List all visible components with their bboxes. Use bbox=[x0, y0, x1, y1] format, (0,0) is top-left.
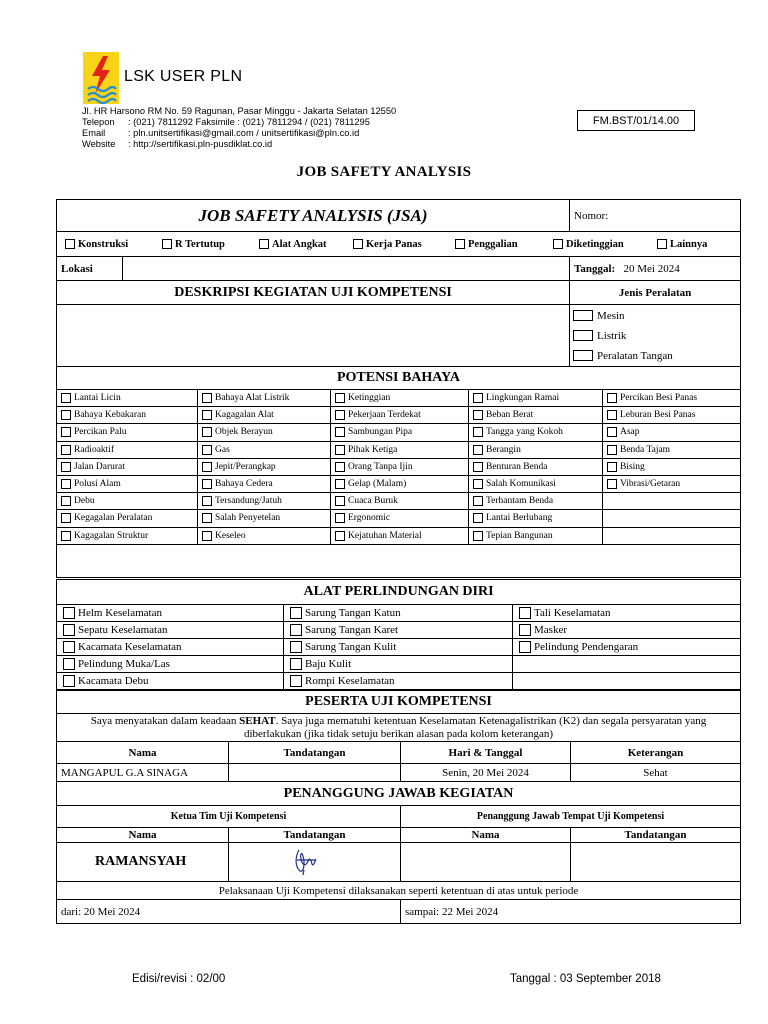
penanggung-heading: PENANGGUNG JAWAB KEGIATAN bbox=[57, 782, 741, 806]
peserta-table bbox=[56, 690, 741, 924]
checkbox[interactable] bbox=[61, 462, 71, 472]
hazard-item[interactable] bbox=[469, 458, 603, 475]
hazard-item[interactable] bbox=[603, 458, 741, 475]
hazard-item[interactable] bbox=[603, 407, 741, 424]
checkbox[interactable] bbox=[290, 607, 302, 619]
empty-cell bbox=[513, 656, 741, 673]
table-row bbox=[57, 510, 741, 527]
hazard-item[interactable] bbox=[57, 458, 198, 475]
pln-logo bbox=[83, 52, 119, 104]
apd-item[interactable] bbox=[57, 656, 284, 673]
ketua-tim-heading: Ketua Tim Uji Kompetensi bbox=[57, 806, 401, 828]
apd-label: Sarung Tangan Karet bbox=[305, 623, 399, 636]
hazard-label: Keseleo bbox=[215, 530, 246, 541]
hazard-notes-field[interactable] bbox=[57, 544, 741, 577]
tanggal-field[interactable]: Tanggal: 20 Mei 2024 bbox=[570, 257, 741, 281]
address-block bbox=[82, 106, 396, 150]
hazard-item[interactable] bbox=[57, 493, 198, 510]
hazard-label: Salah Komunikasi bbox=[486, 479, 556, 490]
checkbox[interactable] bbox=[61, 479, 71, 489]
hazard-label: Gas bbox=[215, 444, 230, 455]
document-title: JOB SAFETY ANALYSIS bbox=[296, 164, 472, 180]
col-nama: Nama bbox=[57, 742, 229, 764]
checkbox[interactable] bbox=[63, 624, 75, 636]
peserta-tanggal: Senin, 20 Mei 2024 bbox=[401, 764, 571, 782]
checkbox[interactable] bbox=[607, 445, 617, 455]
checkbox[interactable] bbox=[202, 445, 212, 455]
hazard-label: Tersandung/Jatuh bbox=[215, 496, 282, 507]
periode-sampai: sampai: 22 Mei 2024 bbox=[401, 900, 741, 924]
hazard-label: Percikan Palu bbox=[74, 427, 127, 438]
hazard-item[interactable] bbox=[198, 424, 331, 441]
table-row bbox=[57, 639, 741, 656]
peserta-tandatangan[interactable] bbox=[229, 764, 401, 782]
potensi-bahaya-table bbox=[56, 366, 741, 578]
checkbox[interactable] bbox=[202, 513, 212, 523]
table-row bbox=[57, 673, 741, 690]
peralatan-listrik[interactable]: Listrik bbox=[573, 326, 737, 346]
hazard-item[interactable] bbox=[331, 493, 469, 510]
hazard-item[interactable] bbox=[469, 527, 603, 544]
apd-label: Sarung Tangan Katun bbox=[305, 606, 401, 619]
footer-tanggal: Tanggal : 03 September 2018 bbox=[510, 973, 661, 985]
apd-item[interactable] bbox=[284, 639, 513, 656]
hazard-label: Jalan Darurat bbox=[74, 461, 125, 472]
jsa-title: JOB SAFETY ANALYSIS (JSA) bbox=[57, 200, 570, 232]
hazard-item[interactable] bbox=[331, 458, 469, 475]
empty-cell bbox=[513, 673, 741, 690]
hazard-item[interactable] bbox=[469, 475, 603, 492]
checkbox[interactable] bbox=[335, 531, 345, 541]
checkbox[interactable] bbox=[61, 513, 71, 523]
checkbox[interactable] bbox=[202, 531, 212, 541]
hazard-label: Bahaya Kebakaran bbox=[74, 410, 147, 421]
apd-heading: ALAT PERLINDUNGAN DIRI bbox=[57, 580, 741, 605]
ketua-col-nama: Nama bbox=[57, 828, 229, 843]
hazard-label: Leburan Besi Panas bbox=[620, 410, 696, 421]
peralatan-mesin[interactable]: Mesin bbox=[573, 306, 737, 326]
checkbox[interactable] bbox=[290, 658, 302, 670]
periode-dari: dari: 20 Mei 2024 bbox=[57, 900, 401, 924]
hazard-item[interactable] bbox=[331, 390, 469, 407]
checkbox[interactable] bbox=[607, 393, 617, 403]
hazard-item[interactable] bbox=[57, 527, 198, 544]
checkbox[interactable] bbox=[61, 445, 71, 455]
worktype-konstruksi[interactable]: Konstruksi bbox=[65, 239, 162, 250]
checkbox[interactable] bbox=[335, 462, 345, 472]
checkbox[interactable] bbox=[473, 427, 483, 437]
checkbox[interactable] bbox=[61, 496, 71, 506]
checkbox[interactable] bbox=[473, 531, 483, 541]
apd-label: Pelindung Muka/Las bbox=[78, 657, 170, 670]
hazard-item[interactable] bbox=[331, 510, 469, 527]
checkbox[interactable] bbox=[61, 427, 71, 437]
nomor-label: Nomor: bbox=[574, 209, 609, 222]
checkbox[interactable] bbox=[573, 350, 593, 361]
checkbox[interactable] bbox=[607, 427, 617, 437]
hazard-item[interactable] bbox=[198, 510, 331, 527]
nomor-field[interactable] bbox=[570, 200, 741, 232]
checkbox[interactable] bbox=[61, 410, 71, 420]
hazard-item[interactable] bbox=[198, 441, 331, 458]
hazard-label: Polusi Alam bbox=[74, 479, 121, 490]
checkbox[interactable] bbox=[335, 479, 345, 489]
hazard-item[interactable] bbox=[331, 424, 469, 441]
deskripsi-heading: DESKRIPSI KEGIATAN UJI KOMPETENSI bbox=[57, 281, 570, 305]
hazard-label: Lantai Licin bbox=[74, 393, 121, 404]
hazard-label: Kegagalan Peralatan bbox=[74, 513, 153, 524]
contact-website: Website : http://sertifikasi.pln-pusdiklat.co.id bbox=[82, 139, 273, 149]
checkbox[interactable] bbox=[335, 445, 345, 455]
footer-edisi: Edisi/revisi : 02/00 bbox=[132, 973, 226, 985]
hazard-item[interactable] bbox=[469, 510, 603, 527]
hazard-item[interactable] bbox=[469, 407, 603, 424]
hazard-item[interactable] bbox=[57, 407, 198, 424]
tempat-nama[interactable] bbox=[401, 843, 571, 882]
hazard-item[interactable] bbox=[198, 475, 331, 492]
hazard-label: Jepit/Perangkap bbox=[215, 461, 276, 472]
col-tandatangan: Tandatangan bbox=[229, 742, 401, 764]
hazard-item[interactable] bbox=[198, 458, 331, 475]
checkbox[interactable] bbox=[353, 239, 363, 249]
checkbox[interactable] bbox=[553, 239, 563, 249]
apd-item[interactable] bbox=[284, 656, 513, 673]
apd-label: Sepatu Keselamatan bbox=[78, 623, 168, 636]
hazard-item[interactable] bbox=[198, 493, 331, 510]
hazard-item[interactable] bbox=[331, 441, 469, 458]
checkbox[interactable] bbox=[335, 513, 345, 523]
checkbox[interactable] bbox=[657, 239, 667, 249]
contact-email: Email : pln.unitsertifikasi@gmail.com / unitsertifikasi@pln.co.id bbox=[82, 128, 360, 138]
hazard-label: Radioaktif bbox=[74, 444, 115, 455]
checkbox[interactable] bbox=[202, 479, 212, 489]
table-row bbox=[57, 605, 741, 622]
peserta-nama: MANGAPUL G.A SINAGA bbox=[57, 764, 229, 782]
hazard-label: Pihak Ketiga bbox=[348, 444, 398, 455]
hazard-item[interactable] bbox=[469, 493, 603, 510]
hazard-item[interactable] bbox=[57, 424, 198, 441]
apd-label: Masker bbox=[534, 623, 567, 636]
checkbox[interactable] bbox=[290, 624, 302, 636]
checkbox[interactable] bbox=[473, 393, 483, 403]
hazard-item[interactable] bbox=[603, 441, 741, 458]
hazard-item[interactable] bbox=[331, 527, 469, 544]
table-row bbox=[57, 764, 741, 782]
contact-telepon: Telepon : (021) 7811292 Faksimile : (021) 7811294 / (021) 7811295 bbox=[82, 117, 370, 127]
hazard-item[interactable] bbox=[469, 390, 603, 407]
lokasi-label: Lokasi bbox=[57, 257, 123, 281]
checkbox[interactable] bbox=[335, 427, 345, 437]
address-line: Jl. HR Harsono RM No. 59 Ragunan, Pasar Minggu - Jakarta Selatan 12550 bbox=[82, 106, 397, 116]
hazard-label: Bising bbox=[620, 461, 645, 472]
checkbox[interactable] bbox=[335, 410, 345, 420]
checkbox[interactable] bbox=[473, 445, 483, 455]
apd-item[interactable] bbox=[513, 605, 741, 622]
worktype-alat-angkat[interactable]: Alat Angkat bbox=[259, 239, 353, 250]
checkbox[interactable] bbox=[607, 410, 617, 420]
col-keterangan: Keterangan bbox=[571, 742, 741, 764]
table-row bbox=[57, 475, 741, 492]
tempat-tandatangan[interactable] bbox=[571, 843, 741, 882]
checkbox[interactable] bbox=[573, 330, 593, 341]
apd-table bbox=[56, 579, 741, 690]
apd-label: Kacamata Debu bbox=[78, 674, 149, 687]
hazard-label: Kagagalan Struktur bbox=[74, 530, 149, 541]
hazard-label: Terhantam Benda bbox=[486, 496, 554, 507]
hazard-label: Tepian Bangunan bbox=[486, 530, 553, 541]
hazard-item[interactable] bbox=[198, 390, 331, 407]
hazard-label: Kagagalan Alat bbox=[215, 410, 274, 421]
checkbox[interactable] bbox=[335, 393, 345, 403]
table-row bbox=[57, 441, 741, 458]
apd-item[interactable] bbox=[513, 639, 741, 656]
apd-item[interactable] bbox=[513, 622, 741, 639]
worktype-r-tertutup[interactable]: R Tertutup bbox=[162, 239, 259, 250]
worktype-diketinggian[interactable]: Diketinggian bbox=[553, 239, 657, 250]
checkbox[interactable] bbox=[202, 496, 212, 506]
jenis-peralatan-heading: Jenis Peralatan bbox=[570, 281, 741, 305]
table-row bbox=[57, 458, 741, 475]
apd-item[interactable] bbox=[57, 639, 284, 656]
checkbox[interactable] bbox=[473, 513, 483, 523]
hazard-label: Pekerjaan Terdekat bbox=[348, 410, 421, 421]
hazard-item[interactable] bbox=[603, 424, 741, 441]
apd-label: Sarung Tangan Kulit bbox=[305, 640, 397, 653]
checkbox[interactable] bbox=[473, 479, 483, 489]
table-row bbox=[57, 527, 741, 544]
checkbox[interactable] bbox=[61, 531, 71, 541]
hazard-label: Gelap (Malam) bbox=[348, 479, 407, 490]
hazard-label: Vibrasi/Getaran bbox=[620, 479, 681, 490]
checkbox[interactable] bbox=[573, 310, 593, 321]
ketua-tandatangan[interactable] bbox=[229, 843, 401, 882]
checkbox[interactable] bbox=[290, 641, 302, 653]
col-hari-tanggal: Hari & Tanggal bbox=[401, 742, 571, 764]
hazard-label: Salah Penyetelan bbox=[215, 513, 281, 524]
tempat-col-nama: Nama bbox=[401, 828, 571, 843]
checkbox[interactable] bbox=[63, 658, 75, 670]
table-row bbox=[57, 656, 741, 673]
hazard-label: Ergonomic bbox=[348, 513, 391, 524]
pelaksanaan-text: Pelaksanaan Uji Kompetensi dilaksanakan seperti ketentuan di atas untuk periode bbox=[57, 882, 741, 900]
hazard-label: Sambungan Pipa bbox=[348, 427, 413, 438]
hazard-label: Cuaca Buruk bbox=[348, 496, 398, 507]
hazard-label: Kejatuhan Material bbox=[348, 530, 422, 541]
worktype-penggalian[interactable]: Penggalian bbox=[455, 239, 553, 250]
apd-item[interactable] bbox=[284, 622, 513, 639]
checkbox[interactable] bbox=[162, 239, 172, 249]
hazard-label: Orang Tanpa Ijin bbox=[348, 461, 413, 472]
tempat-col-tandatangan: Tandatangan bbox=[571, 828, 741, 843]
hazard-item[interactable] bbox=[469, 441, 603, 458]
hazard-item[interactable] bbox=[469, 424, 603, 441]
apd-item[interactable] bbox=[284, 673, 513, 690]
checkbox[interactable] bbox=[519, 607, 531, 619]
checkbox[interactable] bbox=[455, 239, 465, 249]
hazard-item[interactable] bbox=[57, 475, 198, 492]
penanggung-tempat-heading: Penanggung Jawab Tempat Uji Kompetensi bbox=[401, 806, 741, 828]
signature-image bbox=[233, 843, 393, 876]
hazard-item[interactable] bbox=[198, 527, 331, 544]
worktype-kerja-panas[interactable]: Kerja Panas bbox=[353, 239, 455, 250]
peralatan-tangan[interactable]: Peralatan Tangan bbox=[573, 346, 737, 366]
checkbox[interactable] bbox=[519, 641, 531, 653]
checkbox[interactable] bbox=[63, 607, 75, 619]
checkbox[interactable] bbox=[607, 462, 617, 472]
apd-label: Tali Keselamatan bbox=[534, 606, 611, 619]
hazard-label: Tangga yang Kokoh bbox=[486, 427, 563, 438]
deskripsi-field[interactable] bbox=[57, 305, 570, 367]
apd-label: Rompi Keselamatan bbox=[305, 674, 395, 687]
org-name: LSK USER PLN bbox=[124, 68, 243, 85]
checkbox[interactable] bbox=[65, 239, 75, 249]
empty-cell bbox=[603, 493, 741, 510]
worktype-lainnya[interactable]: Lainnya bbox=[657, 239, 707, 250]
apd-item[interactable] bbox=[57, 673, 284, 690]
checkbox[interactable] bbox=[607, 479, 617, 489]
checkbox[interactable] bbox=[202, 410, 212, 420]
hazard-label: Bahaya Cedera bbox=[215, 479, 273, 490]
table-row bbox=[57, 390, 741, 407]
checkbox[interactable] bbox=[63, 675, 75, 687]
table-row bbox=[57, 424, 741, 441]
checkbox[interactable] bbox=[290, 675, 302, 687]
hazard-label: Objek Berayun bbox=[215, 427, 273, 438]
work-type-row bbox=[57, 232, 741, 257]
jenis-peralatan-list bbox=[570, 305, 741, 367]
hazard-label: Benturan Benda bbox=[486, 461, 548, 472]
ketua-nama: RAMANSYAH bbox=[57, 843, 229, 882]
hazard-label: Bahaya Alat Listrik bbox=[215, 393, 290, 404]
hazard-label: Asap bbox=[620, 427, 640, 438]
ketua-col-tandatangan: Tandatangan bbox=[229, 828, 401, 843]
lokasi-field[interactable] bbox=[123, 257, 570, 281]
hazard-label: Lingkungan Ramai bbox=[486, 393, 560, 404]
checkbox[interactable] bbox=[202, 462, 212, 472]
hazard-item[interactable] bbox=[603, 475, 741, 492]
checkbox[interactable] bbox=[259, 239, 269, 249]
apd-label: Helm Keselamatan bbox=[78, 606, 162, 619]
apd-label: Baju Kulit bbox=[305, 657, 352, 670]
peserta-heading: PESERTA UJI KOMPETENSI bbox=[57, 691, 741, 714]
hazard-item[interactable] bbox=[331, 407, 469, 424]
table-row bbox=[57, 407, 741, 424]
checkbox[interactable] bbox=[202, 427, 212, 437]
apd-label: Pelindung Pendengaran bbox=[534, 640, 639, 653]
hazard-item[interactable] bbox=[331, 475, 469, 492]
hazard-label: Ketinggian bbox=[348, 393, 391, 404]
hazard-label: Percikan Besi Panas bbox=[620, 393, 698, 404]
checkbox[interactable] bbox=[63, 641, 75, 653]
empty-cell bbox=[603, 510, 741, 527]
hazard-item[interactable] bbox=[603, 390, 741, 407]
hazard-item[interactable] bbox=[57, 390, 198, 407]
form-number: FM.BST/01/14.00 bbox=[577, 110, 695, 131]
potensi-bahaya-heading: POTENSI BAHAYA bbox=[57, 367, 741, 390]
peserta-keterangan: Sehat bbox=[571, 764, 741, 782]
apd-item[interactable] bbox=[284, 605, 513, 622]
apd-item[interactable] bbox=[57, 605, 284, 622]
hazard-label: Berangin bbox=[486, 444, 521, 455]
hazard-label: Lantai Berlubang bbox=[486, 513, 553, 524]
checkbox[interactable] bbox=[519, 624, 531, 636]
peserta-statement: Saya menyatakan dalam keadaan SEHAT. Saya juga mematuhi ketentuan Keselamatan Ketenagalistrikan (K2) dan segala persyaratan yang diberlakukan (jika tidak setuju berikan alasan pada kolom keterangan) bbox=[57, 714, 741, 742]
apd-item[interactable] bbox=[57, 622, 284, 639]
table-row bbox=[57, 622, 741, 639]
hazard-label: Benda Tajam bbox=[620, 444, 671, 455]
checkbox[interactable] bbox=[473, 410, 483, 420]
apd-label: Kacamata Keselamatan bbox=[78, 640, 182, 653]
checkbox[interactable] bbox=[202, 393, 212, 403]
hazard-label: Beban Berat bbox=[486, 410, 534, 421]
checkbox[interactable] bbox=[473, 462, 483, 472]
empty-cell bbox=[603, 527, 741, 544]
table-row bbox=[57, 493, 741, 510]
hazard-item[interactable] bbox=[198, 407, 331, 424]
checkbox[interactable] bbox=[473, 496, 483, 506]
checkbox[interactable] bbox=[61, 393, 71, 403]
hazard-label: Debu bbox=[74, 496, 95, 507]
hazard-item[interactable] bbox=[57, 510, 198, 527]
hazard-item[interactable] bbox=[57, 441, 198, 458]
jsa-header-table bbox=[56, 199, 741, 367]
checkbox[interactable] bbox=[335, 496, 345, 506]
